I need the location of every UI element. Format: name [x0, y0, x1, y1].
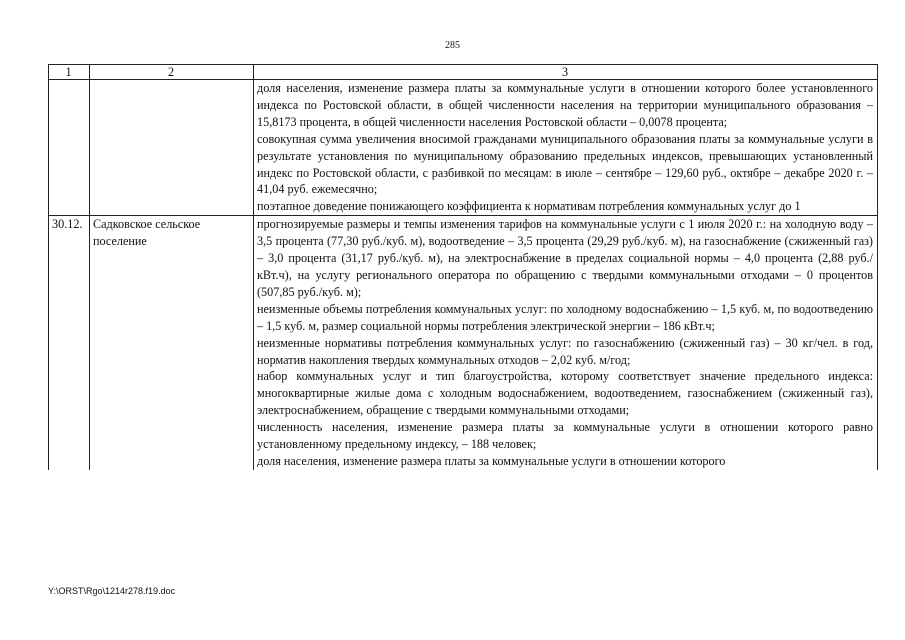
paragraph: численность населения, изменение размера платы за коммунальные услуги в отношении которого равно установленному предельному индексу, – 188 человек; [257, 420, 873, 452]
paragraph: неизменные нормативы потребления коммунальных услуг: по газоснабжению (сжиженный газ) – 30 кг/чел. в год, норматив накопления твердых коммунальных отходов – 2,02 куб. м/год; [257, 335, 873, 367]
municipality-name-cell [90, 80, 254, 216]
paragraph: доля населения, изменение размера платы за коммунальные услуги в отношении которого [257, 453, 726, 468]
paragraph: совокупная сумма увеличения вносимой гражданами муниципального образования платы за коммунальные услуги в результате установления по муниципальному образованию предельных индексов, превышающих установленный индекс по Ростовской области, с разбивкой по месяцам: в июле – сентябре – 129,60 руб., октябре – декабре 2020 г. – 41,04 руб. ежемесячно; [257, 131, 873, 197]
page-number: 285 [445, 40, 460, 51]
description-cell [254, 80, 878, 216]
column-header-3: 3 [254, 65, 878, 80]
document-table [48, 64, 878, 470]
municipality-name-cell: Садковское сельское поселение [90, 216, 254, 470]
row-number-cell [49, 80, 90, 216]
row-number-cell: 30.12. [49, 216, 90, 470]
table-header-row [49, 65, 878, 80]
paragraph: поэтапное доведение понижающего коэффициента к нормативам потребления коммунальных услуг до 1 [257, 199, 801, 214]
footer-file-path: Y:\ORST\Rgo\1214r278.f19.doc [48, 586, 176, 596]
table-row [49, 80, 878, 216]
paragraph: неизменные объемы потребления коммунальных услуг: по холодному водоснабжению – 1,5 куб. м, по водоотведению – 1,5 куб. м, размер социальной нормы потребления электрической энергии – 186 кВт.ч; [257, 301, 873, 333]
column-header-1: 1 [49, 65, 90, 80]
description-cell [254, 216, 878, 470]
paragraph: набор коммунальных услуг и тип благоустройства, которому соответствует значение предельного индекса: многоквартирные жилые дома с холодным водоснабжением, водоотведением, газоснабжением (сжиженный газ), электроснабжением, обращение с твердыми коммунальными отходами; [257, 369, 873, 418]
column-header-2: 2 [90, 65, 254, 80]
paragraph: доля населения, изменение размера платы за коммунальные услуги в отношении которого более установленного индекса по Ростовской области, в общей численности населения на территории муниципального образования – 15,8173 процента, в общей численности населения Ростовской области – 0,0078 процента; [257, 81, 873, 129]
paragraph: прогнозируемые размеры и темпы изменения тарифов на коммунальные услуги с 1 июля 2020 г.: на холодную воду – 3,5 процента (77,30 руб./куб. м), водоотведение – 3,5 процента (29,29 руб./куб. м), на газоснабжение (сжиженный газ) – 3,0 процента (31,17 руб./куб. м), на электроснабжение в пределах социальной нормы – 4,0 процента (2,88 руб./кВт.ч), на услугу регионального оператора по обращению с твердыми коммунальными отходами – 0 процентов (507,85 руб./куб. м); [257, 217, 873, 299]
table-row [49, 216, 878, 470]
